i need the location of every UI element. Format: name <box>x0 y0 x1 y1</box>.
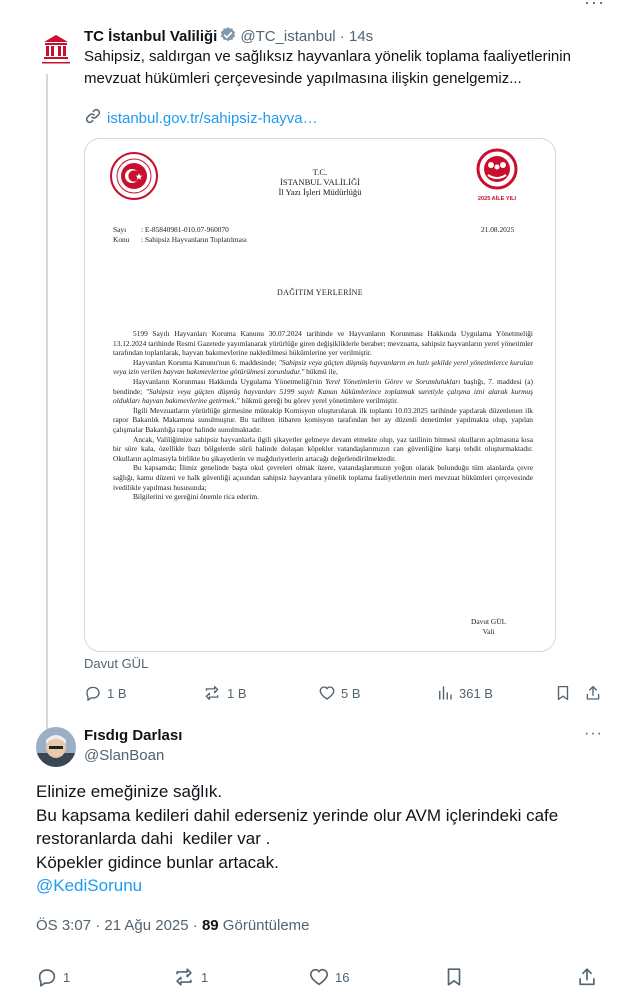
reply-line: Köpekler gidince bunlar artacak. <box>36 852 279 872</box>
link-icon <box>84 107 102 129</box>
reply-line: Bu kapsama kedileri dahil ederseniz yerinde olur AVM içlerindeki cafe <box>36 805 559 825</box>
doc-paragraph: 5199 Sayılı Hayvanları Koruma Kanunu 30.07.2024 tarihinde ve Hayvanların Korunması Hakkında Uygulama Yönetmeliği 13.12.2024 tarihinde Resmi Gazetede yayımlanarak yürürlüğe giren değişikliklerle beraber; mevzuatta, sahipsiz hayvanların yerel yönetimler tarafından toplatılarak, hayvan bakımevlerine nakledilmesi hükümlerine yer verilmiştir. <box>113 329 533 358</box>
signer-name: Davut GÜL <box>471 617 507 626</box>
signer-title: Vali <box>482 626 495 636</box>
mention-link[interactable]: @KediSorunu <box>36 876 143 895</box>
share-button[interactable] <box>576 966 598 988</box>
konu-value: : Sahipsiz Hayvanların Toplatılması <box>141 234 247 244</box>
quoted-text-line: Sahipsiz, saldırgan ve sağlıksız hayvanlara yönelik toplama faaliyetlerinin <box>84 48 571 65</box>
quoted-actions-bar <box>84 684 604 704</box>
reply-icon <box>84 684 102 702</box>
repost-button[interactable] <box>172 966 208 988</box>
reply-count: 1 B <box>107 685 127 701</box>
header-line: İl Yazı İşleri Müdürlüğü <box>278 187 362 198</box>
quoted-text-line: mevzuat hükümleri çerçevesinde yapılmasına ilişkin genelgemiz... <box>84 70 522 87</box>
image-caption: Davut GÜL <box>84 656 149 671</box>
reply-button[interactable] <box>84 684 127 702</box>
document-image[interactable] <box>84 138 556 652</box>
views-icon <box>436 684 454 702</box>
doc-paragraph: Hayvanların Korunması Hakkında Uygulama Yönetmeliği'nin Yerel Yönetimlerin Görev ve Sorumlulukları başlığı, 7. maddesi (a) bendinde; "Sahipsiz veya güçten düşmüş hayvanları 5199 sayılı Kanun hükümlerince toplatmak suretiyle çalışma izni alarak kurmuş oldukları hayvan bakımevlerine getirmek." hükmü gereği bu görev yerel yönetimlere verilmiştir. <box>113 376 534 406</box>
dot-separator: · <box>335 28 349 45</box>
document-date: 21.08.2025 <box>481 225 515 234</box>
header-line: İSTANBUL VALİLİĞİ <box>279 177 361 188</box>
views-label: Görüntüleme <box>218 917 310 934</box>
valilik-logo-avatar[interactable] <box>36 28 76 68</box>
repost-icon <box>172 966 196 988</box>
thread-line <box>46 74 48 730</box>
user-avatar[interactable] <box>36 727 76 767</box>
sayi-label: Sayı <box>113 225 127 234</box>
views-count: 89 <box>201 917 219 934</box>
document-body <box>113 329 533 502</box>
bookmark-icon <box>443 966 465 988</box>
reply-author-name[interactable]: Fısdıg Darlası <box>84 727 183 744</box>
bookmark-button[interactable] <box>554 684 572 702</box>
doc-paragraph: İlgili Mevzuatların yürürlüğe girmesine müteakip Komisyon oluşturularak ilk toplantı 10.03.2025 tarihinde yapılarak düzenlenen ilk rapor Bakanlık Makamına sunulmuştur. Bu tarihten itibaren komisyon tarafından her ay düzenli denetimler yapılmakta olup, yapılan çalışmalar Bakanlığa rapor halinde sunulmaktadır. <box>113 405 533 434</box>
reply-count: 1 <box>63 969 71 985</box>
heart-icon <box>308 966 330 988</box>
reply-line: Elinize emeğinize sağlık. <box>36 782 223 801</box>
doc-paragraph: Bu kapsamda; İlimiz genelinde başta okul çevreleri olmak üzere, vatandaşlarımızın yoğun olarak bulunduğu tüm alanlarda çevre sağlığı, kamu düzeni ve halk güvenliği açısından sahipsiz hayvanlara yönelik toplama faaliyetlerinin meri mevzuat hükümleri çerçevesinde ivedilikle yapılması hususunda; <box>113 463 533 492</box>
quoted-author-name[interactable]: TC İstanbul Valiliği <box>84 28 218 45</box>
like-button[interactable] <box>318 684 361 702</box>
repost-icon <box>202 684 222 702</box>
doc-paragraph: Bilgilerini ve gereğini önemle rica ederim. <box>133 492 260 502</box>
reply-text <box>36 780 596 898</box>
sayi-value: : E-85840981-010.07-960070 <box>141 225 229 234</box>
quoted-tweet-text <box>84 46 604 90</box>
share-icon <box>576 966 598 988</box>
header-line: T.C. <box>312 167 328 177</box>
more-options-icon[interactable]: ··· <box>584 0 605 12</box>
bookmark-button[interactable] <box>443 966 465 988</box>
like-count: 16 <box>335 969 350 985</box>
repost-count: 1 <box>201 969 209 985</box>
reply-icon <box>36 966 58 988</box>
document-meta <box>113 225 247 244</box>
share-button[interactable] <box>584 684 602 702</box>
repost-button[interactable] <box>202 684 247 702</box>
document-signature <box>471 617 506 636</box>
repost-count: 1 B <box>227 685 247 701</box>
quoted-handle[interactable]: @TC_istanbul <box>240 28 336 45</box>
reply-actions-bar <box>36 966 606 990</box>
document-title: DAĞITIM YERLERİNE <box>277 288 363 297</box>
reply-meta <box>36 917 310 934</box>
quoted-tweet-header <box>84 26 373 48</box>
heart-icon <box>318 684 336 702</box>
share-icon <box>584 684 602 702</box>
reply-line: restoranlarda dahi kediler var . <box>36 829 271 848</box>
more-options-icon[interactable]: ··· <box>584 725 603 742</box>
bookmark-icon <box>554 684 572 702</box>
verified-badge-icon <box>219 26 237 48</box>
doc-paragraph: Ancak, Valiliğimize sahipsiz hayvanlarla ilgili şikayetler gelmeye devam etmekte olup, yaz tatilinin bitmesi okulların açılmasına kısa bir süre kala, özellikle bazı bölgelerde sürü halinde dolaşan köpekler vatandaşlarımızın can güvenliğine karşı tehdit oluşturmaktadır. Okulların açılmasıyla birlikte bu şikayetlerin ve mağduriyetlerin artacağı değerlendirilmektedir. <box>113 434 533 463</box>
like-count: 5 B <box>341 685 361 701</box>
family-year-caption: 2025 AİLE YILI <box>477 196 517 202</box>
reply-author-handle[interactable]: @SlanBoan <box>84 747 165 764</box>
reply-button[interactable] <box>36 966 70 988</box>
quoted-link[interactable] <box>84 107 318 129</box>
like-button[interactable] <box>308 966 349 988</box>
quoted-time[interactable]: 14s <box>348 28 374 45</box>
views-count: 361 B <box>459 685 493 701</box>
konu-label: Konu <box>113 234 130 244</box>
views-button[interactable] <box>436 684 493 702</box>
timestamp[interactable]: ÖS 3:07 · 21 Ağu 2025 · <box>36 917 202 934</box>
link-text[interactable]: istanbul.gov.tr/sahipsiz-hayva… <box>107 109 318 127</box>
doc-paragraph: Hayvanları Koruma Kanunu'nun 6. maddesinde; "Sahipsiz veya güçten düşmüş hayvanların en hızlı şekilde yerel yönetimlerce kurulan veya izin verilen hayvan bakımevlerine götürülmesi zorunludur." hükmü ile, <box>113 357 533 377</box>
document-header <box>85 167 555 198</box>
